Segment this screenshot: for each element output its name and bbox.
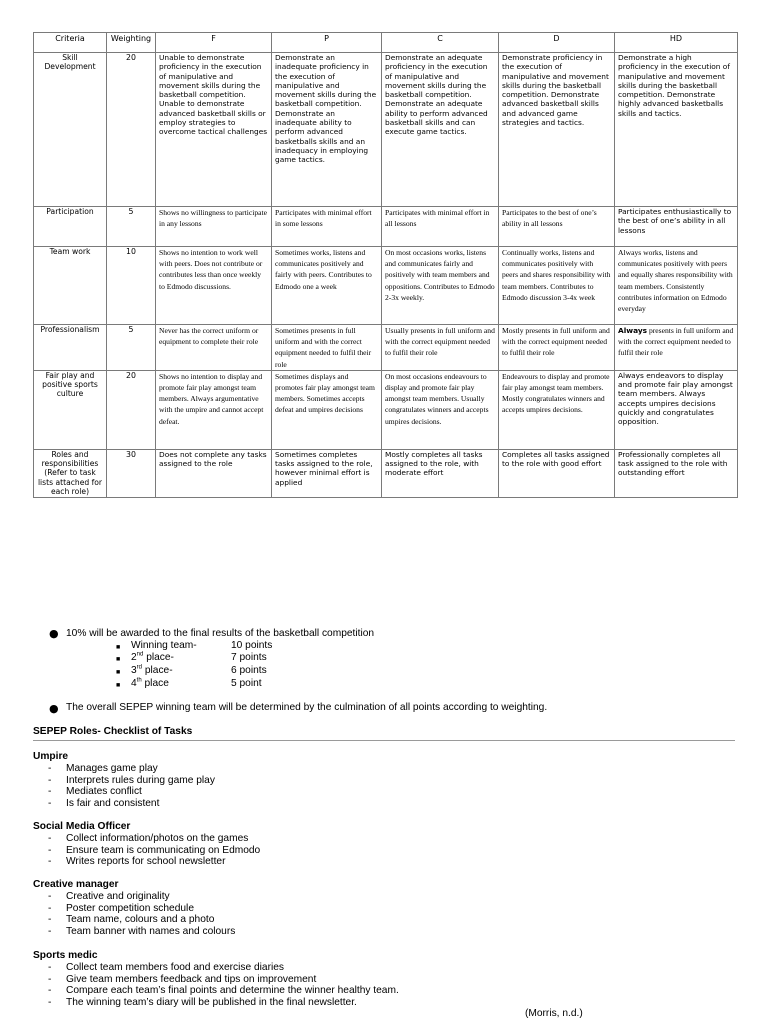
- criteria-cell: Skill Development: [34, 53, 107, 207]
- dash-bullet: -: [48, 833, 52, 844]
- rubric-row-fair-play: [34, 370, 738, 449]
- dash-bullet: -: [48, 856, 52, 868]
- grade-p-cell: Sometimes completes tasks assigned to the role, however minimal effort is applied: [272, 449, 382, 497]
- dash-bullet: -: [48, 902, 52, 914]
- header-f: F: [156, 33, 272, 53]
- grade-f-cell: Unable to demonstrate proficiency in the execution of manipulative and movement skills during the basketball competition. Unable to demonstrate advanced basketball skills or employ strategies to overcome tactical challenges: [156, 53, 272, 207]
- role-heading-umpire: Umpire: [33, 751, 69, 762]
- grade-d-cell: Mostly presents in full uniform and with the correct equipment needed to fulfil their role: [499, 325, 615, 371]
- task-text: Mediates conflict: [66, 786, 142, 798]
- task-text: Poster competition schedule: [66, 902, 194, 914]
- dash-bullet: -: [48, 786, 52, 798]
- header-d: D: [499, 33, 615, 53]
- weight-cell: 20: [107, 53, 156, 207]
- placing-label: Winning team-: [131, 640, 197, 651]
- criteria-cell: Roles and responsibilities (Refer to task lists attached for each role): [34, 449, 107, 497]
- citation: (Morris, n.d.): [525, 1008, 583, 1019]
- dash-bullet: -: [48, 996, 52, 1008]
- grade-d-cell: Participates to the best of one’s ability in all lessons: [499, 207, 615, 247]
- criteria-cell: Professionalism: [34, 325, 107, 371]
- dash-bullet: -: [48, 763, 52, 774]
- grade-c-cell: Participates with minimal effort in all lessons: [382, 207, 499, 247]
- grade-hd-cell: Demonstrate a high proficiency in the execution of manipulative and movement skills during the basketball competition. Demonstrate highly advanced basketballs skills and tactics.: [615, 53, 738, 207]
- dash-bullet: -: [48, 973, 52, 985]
- placing-label: [131, 665, 173, 677]
- task-text: Compare each team’s final points and determine the winner healthy team.: [66, 985, 399, 997]
- criteria-cell: Team work: [34, 247, 107, 325]
- placing-label: [131, 652, 174, 664]
- placing-number: 3: [131, 665, 137, 676]
- grade-d-cell: Completes all tasks assigned to the role with good effort: [499, 449, 615, 497]
- placing-word: place-: [143, 652, 174, 663]
- placing-suffix: th: [136, 677, 142, 684]
- grade-hd-cell: [615, 325, 738, 371]
- bullet-icon: ●: [49, 702, 59, 715]
- task-text: The winning team’s diary will be published in the final newsletter.: [66, 996, 357, 1008]
- dash-bullet: -: [48, 774, 52, 786]
- task-text: Writes reports for school newsletter: [66, 856, 226, 868]
- square-bullet-icon: ■: [116, 656, 121, 663]
- weight-cell: 5: [107, 207, 156, 247]
- grade-f-cell: Never has the correct uniform or equipment to complete their role: [156, 325, 272, 371]
- placing-number: 4: [131, 678, 137, 689]
- grade-c-cell: On most occasions works, listens and communicates fairly and positively with team members and oppositions. Contributes to Edmodo 2-3x weekly.: [382, 247, 499, 325]
- placing-suffix: rd: [136, 664, 143, 671]
- grade-p-cell: Sometimes works, listens and communicates positively and fairly with peers. Contributes to Edmodo one a week: [272, 247, 382, 325]
- placing-points: 6 points: [231, 665, 267, 676]
- bullet-icon: ●: [49, 627, 59, 640]
- grade-c-cell: Mostly completes all tasks assigned to the role, with moderate effort: [382, 449, 499, 497]
- grade-d-cell: Continually works, listens and communicates positively with peers and shares responsibility with team members. Contributes to Edmodo discussion 3-4x week: [499, 247, 615, 325]
- grade-p-cell: Participates with minimal effort in some lessons: [272, 207, 382, 247]
- hd-bold-prefix: Always: [618, 326, 648, 335]
- dash-bullet: -: [48, 925, 52, 937]
- square-bullet-icon: ■: [116, 682, 121, 689]
- role-heading-social-media-officer: Social Media Officer: [33, 821, 131, 832]
- title-divider: [33, 740, 735, 741]
- grade-d-cell: Endeavours to display and promote fair play amongst team members. Mostly congratulates winners and accepts umpires decisions.: [499, 370, 615, 449]
- placing-word: place: [141, 678, 169, 689]
- grade-c-cell: Usually presents in full uniform and with the correct equipment needed to fulfil their role: [382, 325, 499, 371]
- grade-f-cell: Does not complete any tasks assigned to the role: [156, 449, 272, 497]
- dash-bullet: -: [48, 985, 52, 997]
- placing-points: 10 points: [231, 640, 273, 651]
- role-heading-creative-manager: Creative manager: [33, 879, 119, 890]
- placing-suffix: nd: [136, 651, 144, 658]
- dash-bullet: -: [48, 844, 52, 856]
- grade-p-cell: Sometimes displays and promotes fair play amongst team members. Sometimes accepts defeat and umpires decisions: [272, 370, 382, 449]
- task-text: Creative and originality: [66, 891, 170, 902]
- criteria-cell: Fair play and positive sports culture: [34, 370, 107, 449]
- grade-hd-cell: Participates enthusiastically to the best of one’s ability in all lessons: [615, 207, 738, 247]
- grade-p-cell: Sometimes presents in full uniform and with the correct equipment needed to fulfil their role: [272, 325, 382, 371]
- header-hd: HD: [615, 33, 738, 53]
- grade-f-cell: Shows no intention to work well with peers. Does not contribute or contributes less than once weekly to Edmodo discussions.: [156, 247, 272, 325]
- square-bullet-icon: ■: [116, 669, 121, 676]
- dash-bullet: -: [48, 891, 52, 902]
- rubric-row-team-work: [34, 247, 738, 325]
- grade-f-cell: Shows no willingness to participate in any lessons: [156, 207, 272, 247]
- role-heading-sports-medic: Sports medic: [33, 950, 98, 961]
- square-bullet-icon: ■: [116, 644, 121, 651]
- placing-number: 2: [131, 652, 137, 663]
- header-weighting: Weighting: [107, 33, 156, 53]
- weight-cell: 20: [107, 370, 156, 449]
- task-text: Is fair and consistent: [66, 797, 160, 809]
- rubric-row-roles: [34, 449, 738, 497]
- placing-label: [131, 678, 169, 690]
- placing-word: place-: [142, 665, 173, 676]
- checklist-title: SEPEP Roles- Checklist of Tasks: [33, 726, 193, 737]
- grade-c-cell: Demonstrate an adequate proficiency in the execution of manipulative and movement skills during the basketball competition. Demonstrate an adequate ability to perform advanced basketball skills and can execute game tactics.: [382, 53, 499, 207]
- rubric-header-row: [34, 33, 738, 53]
- hd-cell-text: presents in full uniform and with the correct equipment needed to fulfil their role: [618, 326, 734, 358]
- grade-d-cell: Demonstrate proficiency in the execution of manipulative and movement skills during the basketball competition. Demonstrate advanced basketball skills and advanced game strategies and tactics.: [499, 53, 615, 207]
- note-bullet-2: The overall SEPEP winning team will be determined by the culmination of all points according to weighting.: [66, 702, 548, 713]
- grade-hd-cell: Always endeavors to display and promote fair play amongst team members. Always accepts umpires decisions quickly and congratulates opposition.: [615, 370, 738, 449]
- rubric-row-skill-development: [34, 53, 738, 207]
- dash-bullet: -: [48, 962, 52, 973]
- dash-bullet: -: [48, 914, 52, 926]
- placing-points: 7 points: [231, 652, 267, 663]
- task-text: Manages game play: [66, 763, 158, 774]
- grade-f-cell: Shows no intention to display and promote fair play amongst team members. Always argumentative with the umpire and cannot accept defeat.: [156, 370, 272, 449]
- grade-p-cell: Demonstrate an inadequate proficiency in the execution of manipulative and movement skills during the basketball competition. Demonstrate an inadequate ability to perform advanced basketballs skills and an inadequacy in employing game tactics.: [272, 53, 382, 207]
- header-c: C: [382, 33, 499, 53]
- header-p: P: [272, 33, 382, 53]
- task-text: Team banner with names and colours: [66, 925, 236, 937]
- task-text: Collect team members food and exercise diaries: [66, 962, 284, 973]
- task-text: Team name, colours and a photo: [66, 914, 215, 926]
- rubric-row-participation: [34, 207, 738, 247]
- placing-points: 5 point: [231, 678, 262, 689]
- rubric-row-professionalism: [34, 325, 738, 371]
- task-text: Interprets rules during game play: [66, 774, 215, 786]
- rubric-table: [33, 32, 738, 498]
- dash-bullet: -: [48, 797, 52, 809]
- task-text: Collect information/photos on the games: [66, 833, 249, 844]
- task-text: Give team members feedback and tips on improvement: [66, 973, 317, 985]
- task-text: Ensure team is communicating on Edmodo: [66, 844, 261, 856]
- weight-cell: 30: [107, 449, 156, 497]
- grade-c-cell: On most occasions endeavours to display and promote fair play amongst team members. Usually congratulates winners and accepts umpires decisions.: [382, 370, 499, 449]
- grade-hd-cell: Professionally completes all task assigned to the role with outstanding effort: [615, 449, 738, 497]
- note-bullet-1: 10% will be awarded to the final results of the basketball competition: [66, 628, 375, 639]
- header-criteria: Criteria: [34, 33, 107, 53]
- criteria-cell: Participation: [34, 207, 107, 247]
- weight-cell: 10: [107, 247, 156, 325]
- grade-hd-cell: Always works, listens and communicates positively with peers and equally shares responsibility with team members. Consistently contributes information on Edmodo everyday: [615, 247, 738, 325]
- weight-cell: 5: [107, 325, 156, 371]
